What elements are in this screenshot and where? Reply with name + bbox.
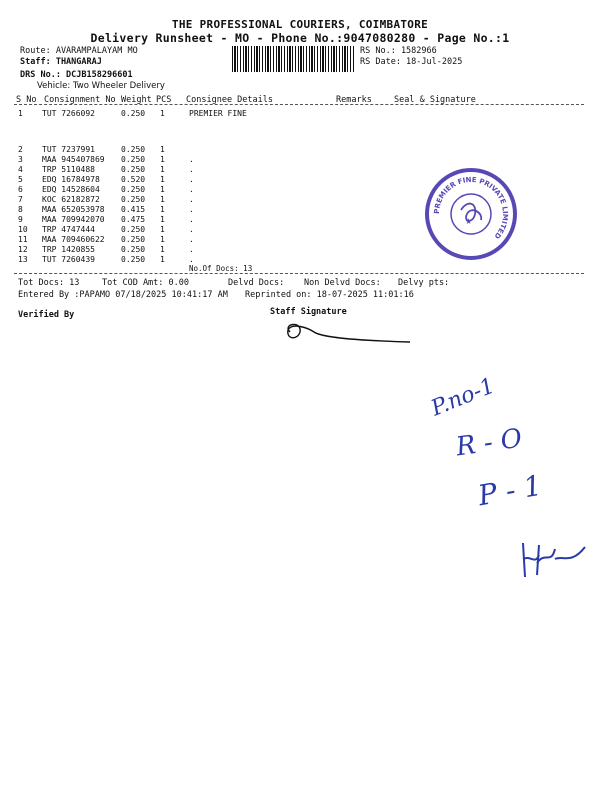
row-pcs: 1 xyxy=(160,205,165,214)
row-consignment-no: MAA 945407869 xyxy=(42,155,105,164)
row-consignee-details: . xyxy=(189,215,194,224)
staff-label: Staff: THANGARAJ xyxy=(20,57,102,67)
barcode xyxy=(232,46,354,72)
row-consignee-details: . xyxy=(189,205,194,214)
row-consignee-details: . xyxy=(189,155,194,164)
row-weight: 0.475 xyxy=(121,215,146,224)
row-sno: 13 xyxy=(18,255,28,264)
row-weight: 0.250 xyxy=(121,195,146,204)
row-weight: 0.250 xyxy=(121,245,146,254)
delvd-docs: Delvd Docs: xyxy=(228,278,285,288)
reprinted-on: Reprinted on: 18-07-2025 11:01:16 xyxy=(245,290,414,300)
col-remarks-header: Remarks xyxy=(336,95,372,105)
row-consignee-details: . xyxy=(189,255,194,264)
row-pcs: 1 xyxy=(160,225,165,234)
row-pcs: 1 xyxy=(160,165,165,174)
row-consignment-no: EDQ 14528604 xyxy=(42,185,100,194)
handwritten-note-pno: P.no-1 xyxy=(427,373,499,422)
row-sno: 7 xyxy=(18,195,23,204)
seal-text: PREMIER FINE PRIVATE LIMITED xyxy=(432,175,510,241)
row-consignment-no: TRP 5110488 xyxy=(42,165,95,174)
row-weight: 0.520 xyxy=(121,175,146,184)
row-pcs: 1 xyxy=(160,245,165,254)
rs-number: RS No.: 1582966 xyxy=(360,46,437,56)
row-weight: 0.250 xyxy=(121,185,146,194)
row-consignment-no: MAA 709460622 xyxy=(42,235,105,244)
row-pcs: 1 xyxy=(160,145,165,154)
row-sno: 11 xyxy=(18,235,28,244)
row-sno: 10 xyxy=(18,225,28,234)
row-weight: 0.250 xyxy=(121,235,146,244)
row-weight: 0.250 xyxy=(121,255,146,264)
row-weight: 0.250 xyxy=(121,109,146,118)
row-consignment-no: TUT 7237991 xyxy=(42,145,95,154)
col-seal-header: Seal & Signature xyxy=(394,95,476,105)
row-consignment-no: MAA 652053978 xyxy=(42,205,105,214)
totals-divider xyxy=(14,273,584,274)
row-weight: 0.250 xyxy=(121,145,146,154)
col-sno-header: S No xyxy=(16,95,37,105)
row-sno: 4 xyxy=(18,165,23,174)
row-pcs: 1 xyxy=(160,175,165,184)
row-consignee-details: . xyxy=(189,235,194,244)
row-consignee-details: . xyxy=(189,185,194,194)
row-sno: 3 xyxy=(18,155,23,164)
row-consignment-no: EDQ 16784978 xyxy=(42,175,100,184)
tot-docs: Tot Docs: 13 xyxy=(18,278,80,288)
row-consignee-details: . xyxy=(189,175,194,184)
entered-by: Entered By :PAPAMO 07/18/2025 10:41:17 AM xyxy=(18,290,228,300)
row-sno: 6 xyxy=(18,185,23,194)
handwritten-note-r: R - O xyxy=(454,423,524,463)
row-sno: 9 xyxy=(18,215,23,224)
row-pcs: 1 xyxy=(160,255,165,264)
row-consignee-details: . xyxy=(189,225,194,234)
non-delvd-docs: Non Delvd Docs: xyxy=(304,278,381,288)
document-title: THE PROFESSIONAL COURIERS, COIMBATORE xyxy=(171,18,429,31)
col-weight-header: Weight xyxy=(121,95,152,105)
row-consignment-no: TRP 1420855 xyxy=(42,245,95,254)
row-weight: 0.250 xyxy=(121,225,146,234)
row-weight: 0.250 xyxy=(121,155,146,164)
handwritten-signature xyxy=(515,525,595,585)
row-consignment-no: TUT 7266092 xyxy=(42,109,95,118)
row-pcs: 1 xyxy=(160,155,165,164)
row-sno: 2 xyxy=(18,145,23,154)
col-details-header: Consignee Details xyxy=(186,95,273,105)
staff-signature-scribble xyxy=(280,318,420,346)
staff-signature-label: Staff Signature xyxy=(270,307,347,317)
header-divider xyxy=(14,104,584,105)
route-label: Route: AVARAMPALAYAM MO xyxy=(20,46,138,56)
tot-cod-amount: Tot COD Amt: 0.00 xyxy=(102,278,189,288)
table-row xyxy=(0,255,600,265)
handwritten-note-p: P - 1 xyxy=(475,468,545,513)
verified-by-label: Verified By xyxy=(18,310,75,320)
row-pcs: 1 xyxy=(160,195,165,204)
table-row xyxy=(0,109,600,119)
row-sno: 8 xyxy=(18,205,23,214)
row-consignment-no: TUT 7260439 xyxy=(42,255,95,264)
row-pcs: 1 xyxy=(160,235,165,244)
row-weight: 0.415 xyxy=(121,205,146,214)
row-consignment-no: KOC 62182872 xyxy=(42,195,100,204)
row-pcs: 1 xyxy=(160,109,165,118)
document-subtitle: Delivery Runsheet - MO - Phone No.:9047080280 - Page No.:1 xyxy=(90,31,510,45)
table-row xyxy=(0,155,600,165)
delvy-pts: Delvy pts: xyxy=(398,278,450,288)
svg-text:★: ★ xyxy=(465,217,473,226)
row-sno: 1 xyxy=(18,109,23,118)
row-weight: 0.250 xyxy=(121,165,146,174)
no-of-docs: No.Of Docs: 13 xyxy=(189,264,253,273)
row-consignee-details: . xyxy=(189,195,194,204)
rs-date: RS Date: 18-Jul-2025 xyxy=(360,57,463,67)
row-consignee-details: PREMIER FINE xyxy=(189,109,247,118)
row-consignee-details: . xyxy=(189,245,194,254)
company-seal xyxy=(425,168,517,260)
row-consignment-no: MAA 709942070 xyxy=(42,215,105,224)
table-row xyxy=(0,145,600,155)
row-pcs: 1 xyxy=(160,215,165,224)
svg-text:PREMIER FINE PRIVATE LIMITED xyxy=(433,176,509,240)
row-sno: 12 xyxy=(18,245,28,254)
row-consignee-details: . xyxy=(189,165,194,174)
row-consignment-no: TRP 4747444 xyxy=(42,225,95,234)
row-pcs: 1 xyxy=(160,185,165,194)
drs-number: DRS No.: DCJB158296601 xyxy=(20,70,133,80)
col-consignment-header: Consignment No xyxy=(44,95,116,105)
row-sno: 5 xyxy=(18,175,23,184)
seal-graphic xyxy=(429,172,513,256)
vehicle-label: Vehicle: Two Wheeler Delivery xyxy=(37,81,165,91)
col-pcs-header: PCS xyxy=(156,95,172,105)
